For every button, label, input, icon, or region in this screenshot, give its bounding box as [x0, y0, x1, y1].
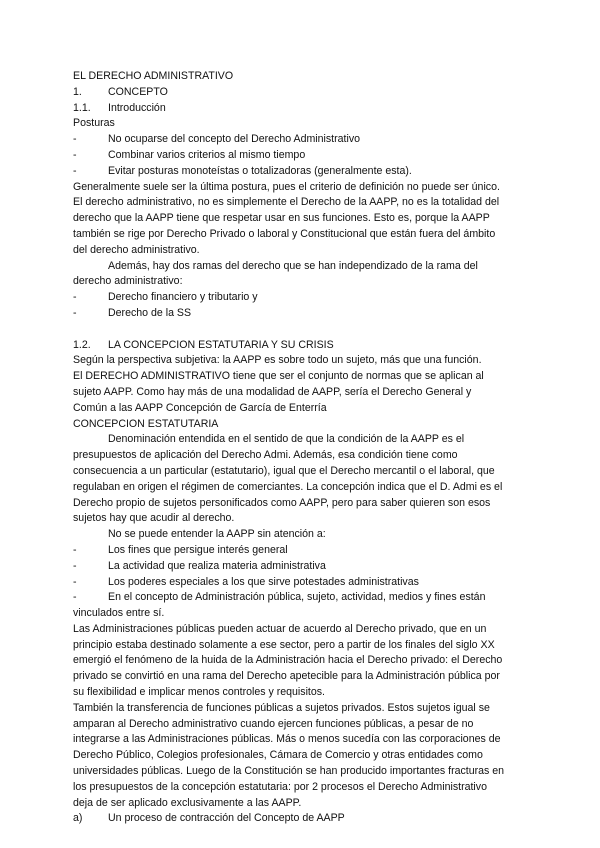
- paragraph-line: presupuestos de aplicación del Derecho Admi. Además, esa condición tiene como: [73, 449, 458, 462]
- paragraph-line: los presupuestos de la concepción estatutaria: por 2 procesos el Derecho Administrativo: [73, 780, 487, 793]
- paragraph-line: Según la perspectiva subjetiva: la AAPP es sobre todo un sujeto, más que una función.: [73, 354, 482, 367]
- posturas-label: Posturas: [73, 117, 115, 130]
- paragraph-line: Común a las AAPP Concepción de García de Enterría: [73, 401, 327, 414]
- bullet-dash: -: [73, 306, 77, 319]
- paragraph-line: también se rige por Derecho Privado o laboral y Constitucional que están fuera del ámbito: [73, 227, 496, 240]
- bullet-dash: -: [73, 543, 77, 556]
- paragraph-line: amparan al Derecho administrativo cuando ejercen funciones públicas, a pesar de no: [73, 717, 474, 730]
- document-body: [73, 69, 523, 827]
- paragraph-line: Las Administraciones públicas pueden actuar de acuerdo al Derecho privado, que en un: [73, 622, 487, 635]
- paragraph-line: Derecho Público, Colegios profesionales, Cámara de Comercio y otras entidades como: [73, 749, 483, 762]
- bullet-dash: -: [73, 559, 77, 572]
- paragraph-line: No se puede entender la AAPP sin atención a:: [108, 528, 326, 541]
- list-label: a): [73, 812, 83, 825]
- paragraph-line: privado se convirtió en una rama del Derecho apetecible para la Administración pública por: [73, 670, 500, 683]
- list-item: [73, 590, 523, 606]
- bullet-dash: -: [73, 291, 77, 304]
- paragraph-line: su flexibilidad e implicar menos controles y requisitos.: [73, 686, 326, 699]
- heading-number: 1.: [73, 85, 82, 98]
- paragraph-line: Derecho propio de sujetos personificados como AAPP, pero para saber quieren son esos: [73, 496, 491, 509]
- paragraph-line: integrarse a las Administraciones públicas. Más o menos sucedía con las corporaciones de: [73, 733, 501, 746]
- heading-number: 1.1.: [73, 101, 91, 114]
- list-item: [73, 559, 523, 575]
- paragraph-line: sujetos hay que acudir al derecho.: [73, 512, 235, 525]
- list-item: [73, 148, 523, 164]
- bullet-dash: -: [73, 591, 77, 604]
- paragraph-line: derecho administrativo:: [73, 275, 183, 288]
- bullet-dash: -: [73, 575, 77, 588]
- list-item-text: Los fines que persigue interés general: [108, 543, 288, 556]
- heading-text: Introducción: [108, 101, 166, 114]
- list-item-text: Un proceso de contracción del Concepto de AAPP: [108, 812, 345, 825]
- paragraph-line: consecuencia a un particular (estatutario), igual que el Derecho mercantil o el laboral, que: [73, 464, 495, 477]
- list-item-text: La actividad que realiza materia administrativa: [108, 559, 326, 572]
- list-item-text: Derecho financiero y tributario y: [108, 291, 258, 304]
- list-item: [73, 290, 523, 306]
- paragraph-line: deja de ser aplicado exclusivamente a las AAPP.: [73, 796, 302, 809]
- list-item-a: [73, 811, 523, 827]
- paragraph-line: principio estaba destinado solamente a ese sector, pero a partir de los finales del siglo XX: [73, 638, 495, 651]
- list-item-text: En el concepto de Administración pública, sujeto, actividad, medios y fines están: [108, 591, 486, 604]
- document-title: EL DERECHO ADMINISTRATIVO: [73, 70, 234, 82]
- bullet-dash: -: [73, 164, 77, 177]
- blank-line: [73, 322, 523, 338]
- heading-1-2: [73, 338, 523, 354]
- list-item-text: Derecho de la SS: [108, 306, 192, 319]
- heading-text: LA CONCEPCION ESTATUTARIA Y SU CRISIS: [108, 338, 334, 351]
- bullet-dash: -: [73, 148, 77, 161]
- paragraph-line: universidades públicas. Luego de la Constitución se han producido importantes fracturas en: [73, 765, 505, 778]
- paragraph-line: El DERECHO ADMINISTRATIVO tiene que ser el conjunto de normas que se aplican al: [73, 370, 484, 383]
- list-item-text: Evitar posturas monoteístas o totalizadoras (generalmente esta).: [108, 164, 412, 177]
- list-item: [73, 132, 523, 148]
- paragraph-line: Además, hay dos ramas del derecho que se han independizado de la rama del: [108, 259, 478, 272]
- list-item: [73, 164, 523, 180]
- list-item-text: Los poderes especiales a los que sirve potestades administrativas: [108, 575, 419, 588]
- paragraph-line: Generalmente suele ser la última postura, pues el criterio de definición no puede ser único.: [73, 180, 500, 193]
- paragraph-line: sujeto AAPP. Como hay más de una modalidad de AAPP, sería el Derecho General y: [73, 385, 472, 398]
- list-item: [73, 575, 523, 591]
- heading-number: 1.2.: [73, 338, 91, 351]
- paragraph-line: regulaban en origen el régimen de comerciantes. La concepción indica que el D. Admi es el: [73, 480, 503, 493]
- paragraph-line: vinculados entre sí.: [73, 607, 165, 620]
- paragraph-line: Denominación entendida en el sentido de que la condición de la AAPP es el: [108, 433, 465, 446]
- heading-1-1: [73, 101, 523, 117]
- list-item-text: No ocuparse del concepto del Derecho Administrativo: [108, 133, 361, 146]
- paragraph-line: CONCEPCION ESTATUTARIA: [73, 417, 219, 430]
- paragraph-line: derecho que la AAPP tiene que respetar usar en sus funciones. Esto es, porque la AAPP: [73, 212, 490, 225]
- heading-1: [73, 85, 523, 101]
- list-item: [73, 306, 523, 322]
- paragraph-line: También la transferencia de funciones públicas a sujetos privados. Estos sujetos igual se: [73, 701, 490, 714]
- heading-text: CONCEPTO: [108, 85, 168, 98]
- bullet-dash: -: [73, 133, 77, 146]
- paragraph-line: del derecho administrativo.: [73, 243, 200, 256]
- list-item-text: Combinar varios criterios al mismo tiempo: [108, 148, 306, 161]
- paragraph-line: emergió el fenómeno de la huida de la Administración hacia el Derecho privado: el Derecho: [73, 654, 503, 667]
- list-item: [73, 543, 523, 559]
- paragraph-line: El derecho administrativo, no es simplemente el Derecho de la AAPP, no es la totalidad del: [73, 196, 500, 209]
